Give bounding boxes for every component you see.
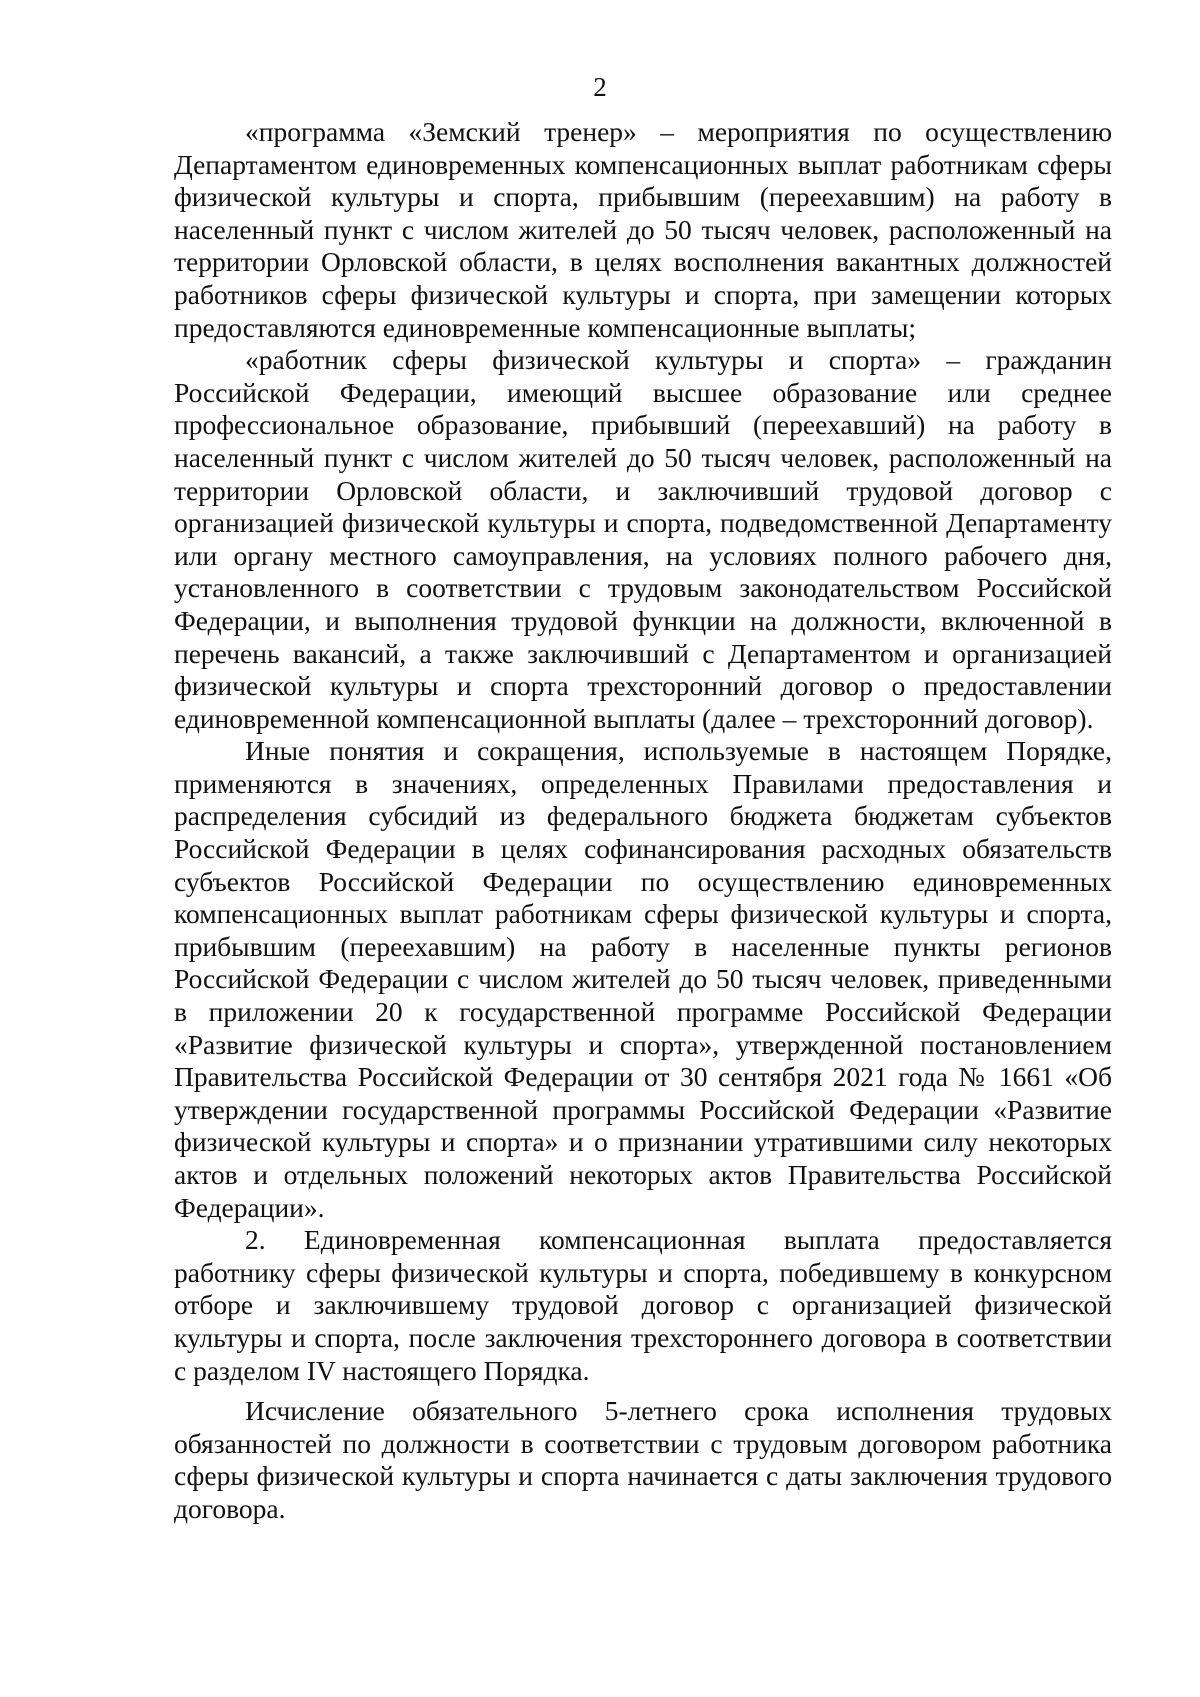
five-year-term-paragraph: Исчисление обязательного 5-летнего срока исполнения трудовых обязанностей по должности в соответствии с трудовым договором работника сферы физической культуры и спорта начинается с даты заключения трудового договора. (174, 1395, 1112, 1524)
other-terms-paragraph: Иные понятия и сокращения, используемые в настоящем Порядке, применяются в значениях, определенных Правилами предоставления и распределения субсидий из федерального бюджета бюджетам субъектов Российской Федерации в целях софинансирования расходных обязательств субъектов Российской Федерации по осуществлению единовременных компенсационных выплат работникам сферы физической культуры и спорта, прибывшим (переехавшим) на работу в населенные пункты регионов Российской Федерации с числом жителей до 50 тысяч человек, приведенными в приложении 20 к государственной программе Российской Федерации «Развитие физической культуры и спорта», утвержденной постановлением Правительства Российской Федерации от 30 сентября 2021 года № 1661 «Об утверждении государственной программы Российской Федерации «Развитие физической культуры и спорта» и о признании утратившими силу некоторых актов и отдельных положений некоторых актов Правительства Российской Федерации». (174, 735, 1112, 1223)
document-body (174, 116, 1112, 1526)
definition-sports-worker: «работник сферы физической культуры и спорта» – гражданин Российской Федерации, имеющий высшее образование или среднее профессиональное образование, прибывший (переехавший) на работу в населенный пункт с числом жителей до 50 тысяч человек, расположенный на территории Орловской области, и заключивший трудовой договор с организацией физической культуры и спорта, подведомственной Департаменту или органу местного самоуправления, на условиях полного рабочего дня, установленного в соответствии с трудовым законодательством Российской Федерации, и выполнения трудовой функции на должности, включенной в перечень вакансий, а также заключивший с Департаментом и организацией физической культуры и спорта трехсторонний договор о предоставлении единовременной компенсационной выплаты (далее – трехсторонний договор). (174, 344, 1112, 734)
definition-zemsky-trener-program: «программа «Земский тренер» – мероприятия по осуществлению Департаментом единовременных компенсационных выплат работникам сферы физической культуры и спорта, прибывшим (переехавшим) на работу в населенный пункт с числом жителей до 50 тысяч человек, расположенный на территории Орловской области, в целях восполнения вакантных должностей работников сферы физической культуры и спорта, при замещении которых предоставляются единовременные компенсационные выплаты; (174, 116, 1112, 343)
page-number: 2 (593, 72, 607, 102)
clause-2-paragraph: 2. Единовременная компенсационная выплата предоставляется работнику сферы физической культуры и спорта, победившему в конкурсном отборе и заключившему трудовой договор с организацией физической культуры и спорта, после заключения трехстороннего договора в соответствии с разделом IV настоящего Порядка. (174, 1224, 1112, 1386)
